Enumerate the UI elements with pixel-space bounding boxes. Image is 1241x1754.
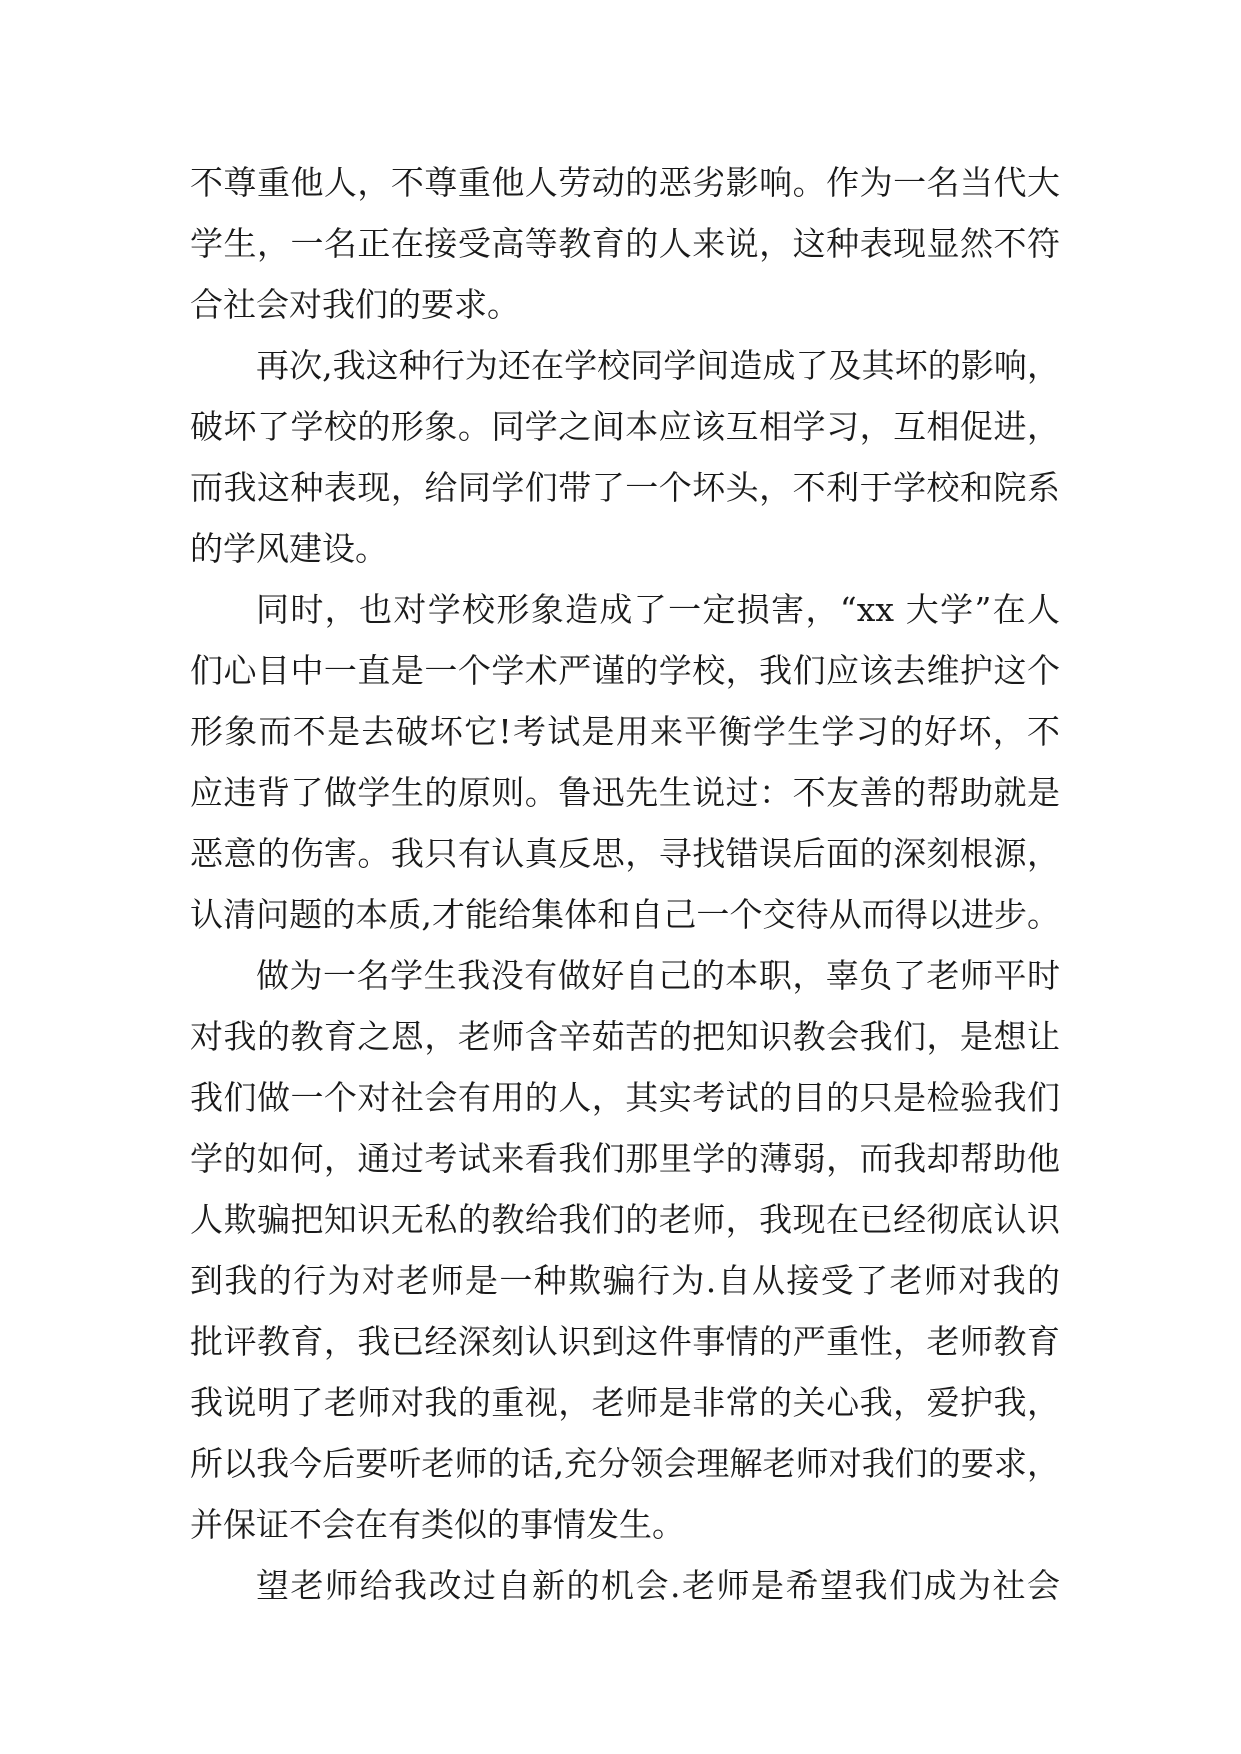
text-line: 学的如何，通过考试来看我们那里学的薄弱，而我却帮助他 <box>190 1139 1060 1178</box>
text-line: 应违背了做学生的原则。鲁迅先生说过：不友善的帮助就是 <box>190 773 1060 812</box>
text-line: 形象而不是去破坏它!考试是用来平衡学生学习的好坏，不 <box>190 712 1060 751</box>
text-line: 做为一名学生我没有做好自己的本职，辜负了老师平时 <box>256 956 1060 995</box>
paragraph <box>190 945 1060 1555</box>
text-line: 再次,我这种行为还在学校同学间造成了及其坏的影响， <box>256 346 1060 385</box>
text-line: 们心目中一直是一个学术严谨的学校，我们应该去维护这个 <box>190 651 1060 690</box>
text-line: 我说明了老师对我的重视，老师是非常的关心我，爱护我， <box>190 1383 1060 1422</box>
text-line: 到我的行为对老师是一种欺骗行为.自从接受了老师对我的 <box>190 1261 1060 1300</box>
text-line: 认清问题的本质,才能给集体和自己一个交待从而得以进步。 <box>190 895 1060 934</box>
text-line: 不尊重他人，不尊重他人劳动的恶劣影响。作为一名当代大 <box>190 163 1060 202</box>
text-line: 所以我今后要听老师的话,充分领会理解老师对我们的要求， <box>190 1444 1060 1483</box>
text-line: 的学风建设。 <box>190 529 388 568</box>
text-line: 望老师给我改过自新的机会.老师是希望我们成为社会 <box>256 1566 1060 1605</box>
text-line: 合社会对我们的要求。 <box>190 285 520 324</box>
text-line: 我们做一个对社会有用的人，其实考试的目的只是检验我们 <box>190 1078 1060 1117</box>
text-line: 而我这种表现，给同学们带了一个坏头，不利于学校和院系 <box>190 468 1060 507</box>
paragraph <box>190 335 1060 579</box>
paragraph <box>190 579 1060 945</box>
paragraph <box>190 152 1060 335</box>
document-body <box>190 152 1060 1616</box>
paragraph <box>190 1555 1060 1616</box>
text-line: 并保证不会在有类似的事情发生。 <box>190 1505 685 1544</box>
text-line: 恶意的伤害。我只有认真反思，寻找错误后面的深刻根源， <box>190 834 1060 873</box>
text-line: 学生，一名正在接受高等教育的人来说，这种表现显然不符 <box>190 224 1060 263</box>
text-line: 对我的教育之恩，老师含辛茹苦的把知识教会我们，是想让 <box>190 1017 1060 1056</box>
text-line: 破坏了学校的形象。同学之间本应该互相学习，互相促进， <box>190 407 1060 446</box>
text-line: 人欺骗把知识无私的教给我们的老师，我现在已经彻底认识 <box>190 1200 1060 1239</box>
text-line: 批评教育，我已经深刻认识到这件事情的严重性，老师教育 <box>190 1322 1060 1361</box>
text-line: 同时，也对学校形象造成了一定损害，“xx 大学”在人 <box>256 590 1060 629</box>
